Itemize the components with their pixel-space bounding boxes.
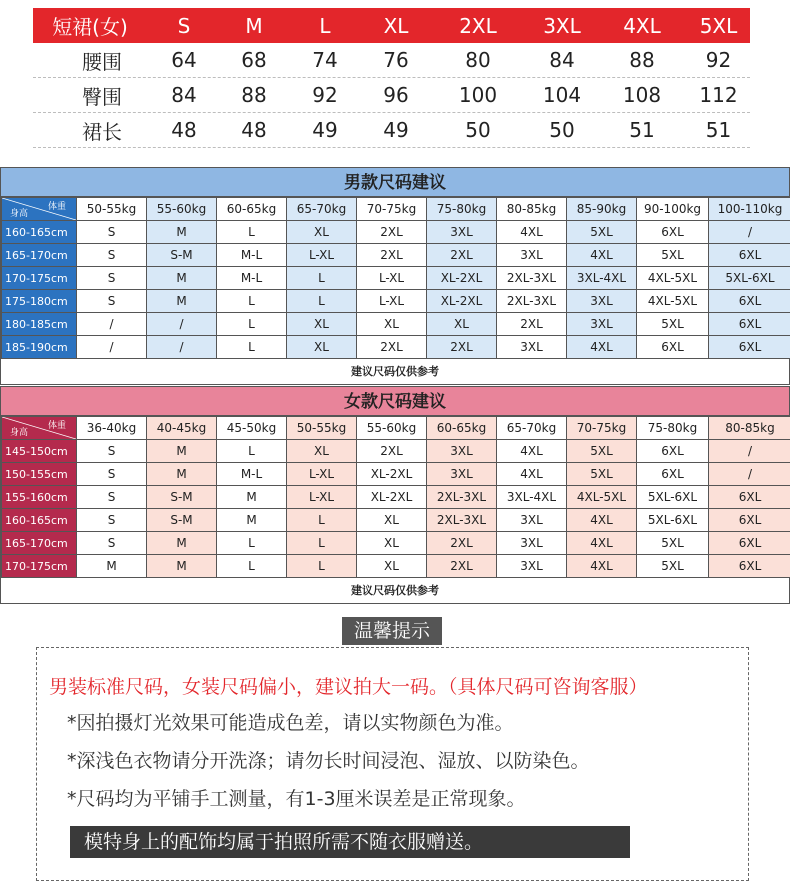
women-size-cell: 3XL <box>427 463 497 486</box>
women-height-label: 150-155cm <box>2 463 77 486</box>
skirt-header-row <box>33 8 750 43</box>
men-size-cell: XL <box>287 221 357 244</box>
women-size-cell: L <box>217 440 287 463</box>
men-size-cell: 2XL <box>357 221 427 244</box>
women-weight-header: 60-65kg <box>427 417 497 440</box>
men-size-cell: 6XL <box>637 221 709 244</box>
men-size-cell: S-M <box>147 244 217 267</box>
men-weight-header: 85-90kg <box>567 198 637 221</box>
men-size-cell: 2XL-3XL <box>497 267 567 290</box>
men-size-cell: L <box>217 290 287 313</box>
women-weight-header: 50-55kg <box>287 417 357 440</box>
skirt-cell: 84 <box>171 83 197 107</box>
men-size-cell: 3XL <box>567 313 637 336</box>
men-size-cell: 4XL-5XL <box>637 290 709 313</box>
women-size-cell: 4XL <box>567 555 637 578</box>
women-corner-cell <box>2 417 77 440</box>
corner-weight-label: 体重 <box>47 202 66 212</box>
men-size-cell: 6XL <box>709 290 790 313</box>
men-size-cell: 3XL <box>567 290 637 313</box>
women-size-cell: 5XL-6XL <box>637 509 709 532</box>
corner-height-label: 身高 <box>10 209 29 219</box>
women-size-cell: M-L <box>217 463 287 486</box>
men-table-row <box>2 336 790 359</box>
men-size-cell: 2XL-3XL <box>497 290 567 313</box>
men-weight-header: 70-75kg <box>357 198 427 221</box>
skirt-cell: 74 <box>312 48 338 72</box>
women-table-row <box>2 509 790 532</box>
women-size-cell: L <box>217 555 287 578</box>
women-size-cell: L <box>287 532 357 555</box>
skirt-cell: 88 <box>241 83 267 107</box>
men-size-cell: 6XL <box>709 336 790 359</box>
women-table-title: 女款尺码建议 <box>1 386 789 416</box>
skirt-cell: 48 <box>171 118 197 142</box>
tip-highlight: 男装标准尺码，女装尺码偏小，建议拍大一码。（具体尺码可咨询客服） <box>49 676 648 698</box>
men-size-cell: XL <box>357 313 427 336</box>
corner-height-label: 身高 <box>10 428 29 438</box>
women-height-label: 155-160cm <box>2 486 77 509</box>
skirt-cell: 92 <box>312 83 338 107</box>
women-size-cell: 5XL <box>567 440 637 463</box>
men-weight-header: 80-85kg <box>497 198 567 221</box>
men-size-cell: XL <box>427 313 497 336</box>
women-size-cell: 3XL <box>497 509 567 532</box>
women-size-cell: XL-2XL <box>357 463 427 486</box>
women-weight-header: 65-70kg <box>497 417 567 440</box>
women-size-cell: S <box>77 532 147 555</box>
women-size-cell: 2XL-3XL <box>427 509 497 532</box>
men-size-cell: S <box>77 290 147 313</box>
men-size-cell: L <box>287 290 357 313</box>
skirt-cell: 76 <box>383 48 409 72</box>
skirt-header-size: S <box>177 13 191 38</box>
women-size-cell: S <box>77 509 147 532</box>
women-size-table <box>0 386 790 604</box>
men-size-cell: L <box>217 221 287 244</box>
women-size-cell: 5XL-6XL <box>637 486 709 509</box>
skirt-header-size: 5XL <box>699 13 738 38</box>
skirt-row-label: 裙长 <box>82 119 122 144</box>
tip-line-washing: *深浅色衣物请分开洗涤；请勿长时间浸泡、湿放、以防染色。 <box>67 750 590 772</box>
women-size-cell: XL <box>357 532 427 555</box>
men-size-cell: / <box>709 221 790 244</box>
women-table-row <box>2 555 790 578</box>
women-size-cell: / <box>709 463 790 486</box>
women-size-cell: 2XL <box>427 532 497 555</box>
women-size-cell: L <box>217 532 287 555</box>
men-table-row <box>2 313 790 336</box>
men-height-label: 170-175cm <box>2 267 77 290</box>
men-size-cell: 3XL <box>427 221 497 244</box>
men-table-row <box>2 290 790 313</box>
men-table-row <box>2 244 790 267</box>
men-size-cell: L <box>217 336 287 359</box>
women-table-row <box>2 463 790 486</box>
skirt-cell: 84 <box>549 48 575 72</box>
women-size-cell: L <box>287 555 357 578</box>
women-size-cell: 5XL <box>637 555 709 578</box>
men-size-cell: L-XL <box>357 290 427 313</box>
men-size-cell: M-L <box>217 244 287 267</box>
women-size-cell: XL <box>357 509 427 532</box>
women-size-cell: S <box>77 486 147 509</box>
women-height-label: 170-175cm <box>2 555 77 578</box>
men-size-cell: M <box>147 267 217 290</box>
women-size-cell: 6XL <box>637 463 709 486</box>
women-size-cell: XL <box>287 440 357 463</box>
women-table-row <box>2 440 790 463</box>
women-size-cell: XL <box>357 555 427 578</box>
men-size-cell: L-XL <box>357 267 427 290</box>
men-size-cell: M-L <box>217 267 287 290</box>
women-size-cell: 6XL <box>637 440 709 463</box>
men-size-cell: 6XL <box>637 336 709 359</box>
men-size-table <box>0 167 790 385</box>
men-size-cell: S <box>77 244 147 267</box>
women-weight-header: 45-50kg <box>217 417 287 440</box>
skirt-row <box>33 43 750 78</box>
women-size-cell: 2XL-3XL <box>427 486 497 509</box>
men-size-cell: 4XL <box>497 221 567 244</box>
men-weight-header: 55-60kg <box>147 198 217 221</box>
women-size-cell: M <box>77 555 147 578</box>
women-size-cell: 4XL <box>567 532 637 555</box>
women-size-cell: L <box>287 509 357 532</box>
women-size-cell: S-M <box>147 486 217 509</box>
men-height-label: 180-185cm <box>2 313 77 336</box>
women-weight-header: 70-75kg <box>567 417 637 440</box>
men-size-cell: 2XL <box>497 313 567 336</box>
men-weight-header: 90-100kg <box>637 198 709 221</box>
tips-box <box>36 647 749 881</box>
men-height-label: 165-170cm <box>2 244 77 267</box>
men-size-cell: 2XL <box>427 244 497 267</box>
women-size-grid <box>1 416 790 578</box>
skirt-cell: 92 <box>705 48 732 72</box>
men-height-label: 175-180cm <box>2 290 77 313</box>
men-size-cell: 4XL <box>567 244 637 267</box>
men-size-cell: 2XL <box>357 336 427 359</box>
men-size-cell: XL <box>287 336 357 359</box>
women-size-cell: 5XL <box>637 532 709 555</box>
skirt-cell: 51 <box>705 118 732 142</box>
men-table-row <box>2 267 790 290</box>
women-table-note: 建议尺码仅供参考 <box>1 578 789 604</box>
men-corner-cell <box>2 198 77 221</box>
women-height-label: 145-150cm <box>2 440 77 463</box>
tip-line-color: *因拍摄灯光效果可能造成色差，请以实物颜色为准。 <box>67 712 514 734</box>
skirt-cell: 112 <box>699 83 738 107</box>
men-size-cell: S <box>77 221 147 244</box>
women-size-cell: S <box>77 440 147 463</box>
men-size-cell: 3XL-4XL <box>567 267 637 290</box>
women-size-cell: M <box>217 509 287 532</box>
men-size-cell: XL <box>287 313 357 336</box>
women-weight-header: 80-85kg <box>709 417 790 440</box>
men-weight-header: 50-55kg <box>77 198 147 221</box>
men-size-cell: M <box>147 221 217 244</box>
women-size-cell: M <box>147 532 217 555</box>
women-size-cell: 4XL <box>497 440 567 463</box>
tips-title: 温馨提示 <box>342 617 442 645</box>
skirt-header-size: L <box>319 13 331 38</box>
women-size-cell: 3XL <box>497 555 567 578</box>
women-size-cell: 2XL <box>427 555 497 578</box>
men-size-cell: / <box>77 336 147 359</box>
men-size-cell: S <box>77 267 147 290</box>
women-weight-header: 36-40kg <box>77 417 147 440</box>
skirt-size-table <box>33 8 750 148</box>
skirt-cell: 100 <box>458 83 498 107</box>
men-size-cell: L-XL <box>287 244 357 267</box>
men-size-cell: 6XL <box>709 244 790 267</box>
women-size-cell: 6XL <box>709 509 790 532</box>
skirt-header-size: 2XL <box>459 13 497 38</box>
men-height-label: 160-165cm <box>2 221 77 244</box>
skirt-cell: 88 <box>629 48 655 72</box>
men-size-cell: 5XL <box>567 221 637 244</box>
men-size-cell: / <box>147 336 217 359</box>
men-size-cell: 5XL <box>637 313 709 336</box>
skirt-cell: 49 <box>383 118 409 142</box>
men-size-cell: / <box>147 313 217 336</box>
women-size-cell: 4XL <box>567 509 637 532</box>
men-size-cell: 4XL <box>567 336 637 359</box>
skirt-cell: 50 <box>465 118 491 142</box>
skirt-row <box>33 113 750 148</box>
men-size-cell: 2XL <box>357 244 427 267</box>
tips-banner: 模特身上的配饰均属于拍照所需不随衣服赠送。 <box>70 826 630 858</box>
men-size-cell: XL-2XL <box>427 267 497 290</box>
women-weight-header-row <box>2 417 790 440</box>
men-weight-header: 75-80kg <box>427 198 497 221</box>
men-table-title: 男款尺码建议 <box>1 167 789 197</box>
men-table-note: 建议尺码仅供参考 <box>1 359 789 385</box>
men-size-cell: 3XL <box>497 336 567 359</box>
men-height-label: 185-190cm <box>2 336 77 359</box>
men-size-cell: 4XL-5XL <box>637 267 709 290</box>
women-size-cell: 5XL <box>567 463 637 486</box>
skirt-header-size: 3XL <box>543 13 581 38</box>
women-size-cell: L-XL <box>287 463 357 486</box>
women-weight-header: 40-45kg <box>147 417 217 440</box>
women-weight-header: 75-80kg <box>637 417 709 440</box>
skirt-cell: 49 <box>312 118 338 142</box>
corner-weight-label: 体重 <box>47 421 66 431</box>
women-height-label: 165-170cm <box>2 532 77 555</box>
skirt-cell: 96 <box>383 83 409 107</box>
men-weight-header-row <box>2 198 790 221</box>
men-size-cell: 5XL-6XL <box>709 267 790 290</box>
women-size-cell: 4XL <box>497 463 567 486</box>
women-size-cell: 3XL <box>427 440 497 463</box>
skirt-cell: 51 <box>629 118 655 142</box>
women-size-cell: 6XL <box>709 555 790 578</box>
men-size-cell: / <box>77 313 147 336</box>
skirt-cell: 104 <box>542 83 582 107</box>
men-size-grid <box>1 197 790 359</box>
women-size-cell: 4XL-5XL <box>567 486 637 509</box>
skirt-row-label: 腰围 <box>82 49 122 74</box>
skirt-header-size: 4XL <box>623 13 661 38</box>
men-size-cell: 5XL <box>637 244 709 267</box>
women-size-cell: M <box>147 555 217 578</box>
skirt-cell: 108 <box>622 83 662 107</box>
men-size-cell: 2XL <box>427 336 497 359</box>
men-size-cell: M <box>147 290 217 313</box>
skirt-cell: 64 <box>171 48 197 72</box>
skirt-header-size: M <box>245 13 263 38</box>
men-weight-header: 65-70kg <box>287 198 357 221</box>
women-size-cell: S <box>77 463 147 486</box>
men-size-cell: 3XL <box>497 244 567 267</box>
women-size-cell: M <box>147 440 217 463</box>
men-table-row <box>2 221 790 244</box>
skirt-header-title: 短裙(女) <box>52 15 128 39</box>
skirt-cell: 50 <box>549 118 575 142</box>
women-size-cell: 2XL <box>357 440 427 463</box>
men-weight-header: 100-110kg <box>709 198 790 221</box>
skirt-cell: 68 <box>241 48 267 72</box>
women-height-label: 160-165cm <box>2 509 77 532</box>
women-size-cell: L-XL <box>287 486 357 509</box>
skirt-row <box>33 78 750 113</box>
women-size-cell: 3XL <box>497 532 567 555</box>
men-weight-header: 60-65kg <box>217 198 287 221</box>
women-size-cell: 6XL <box>709 532 790 555</box>
skirt-cell: 48 <box>241 118 267 142</box>
women-weight-header: 55-60kg <box>357 417 427 440</box>
women-size-cell: 6XL <box>709 486 790 509</box>
skirt-cell: 80 <box>465 48 491 72</box>
women-size-cell: M <box>147 463 217 486</box>
women-size-cell: S-M <box>147 509 217 532</box>
women-table-row <box>2 486 790 509</box>
women-size-cell: M <box>217 486 287 509</box>
men-size-cell: XL-2XL <box>427 290 497 313</box>
women-size-cell: / <box>709 440 790 463</box>
skirt-row-label: 臀围 <box>82 84 122 109</box>
men-size-cell: L <box>217 313 287 336</box>
men-size-cell: 6XL <box>709 313 790 336</box>
women-size-cell: 3XL-4XL <box>497 486 567 509</box>
tip-line-measure: *尺码均为平铺手工测量，有1-3厘米误差是正常现象。 <box>67 788 526 810</box>
women-size-cell: XL-2XL <box>357 486 427 509</box>
skirt-header-size: XL <box>383 13 409 38</box>
women-table-row <box>2 532 790 555</box>
men-size-cell: L <box>287 267 357 290</box>
